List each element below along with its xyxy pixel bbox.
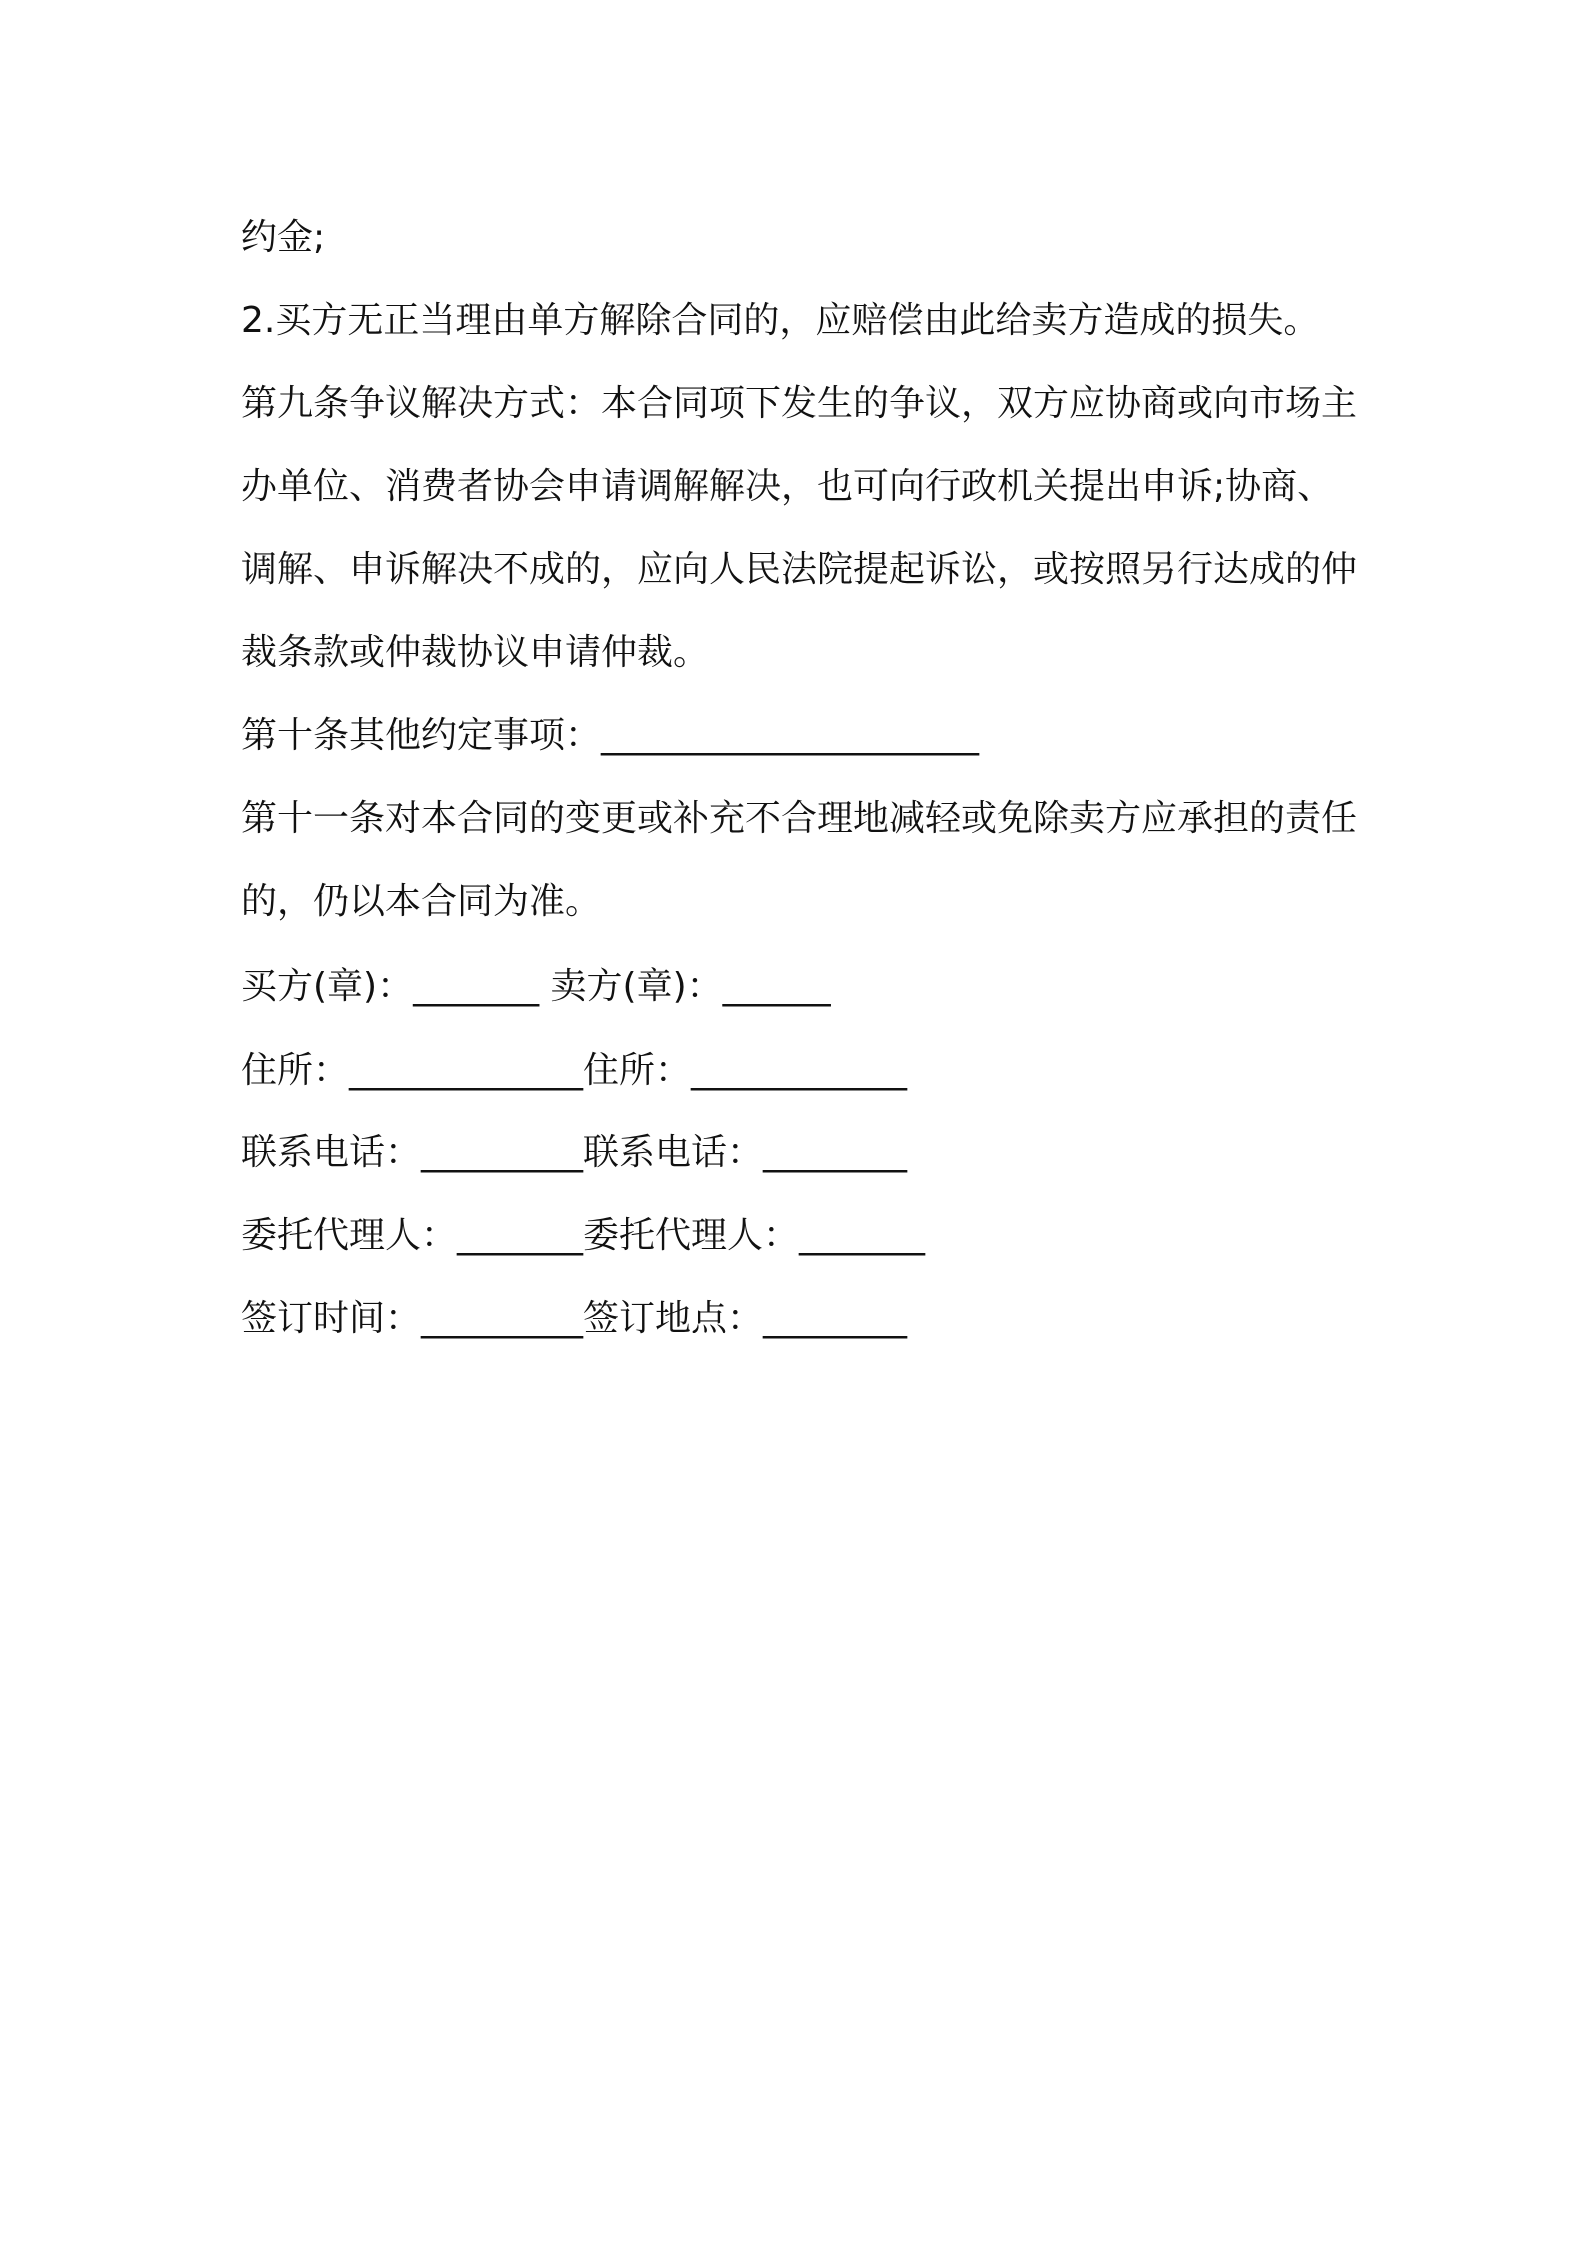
buyer-agent-field: 委托代理人：_______ — [241, 1215, 584, 1256]
signature-party-line — [241, 962, 831, 1012]
paragraph-buyer-termination: 2.买方无正当理由单方解除合同的，应赔偿由此给卖方造成的损失。 — [241, 300, 1320, 341]
seller-seal-field: 卖方(章)：______ — [550, 966, 831, 1007]
signature-phone-line — [241, 1128, 907, 1178]
buyer-seal-field: 买方(章)：_______ — [241, 966, 540, 1007]
buyer-address-field: 住所：_____________ — [241, 1050, 584, 1091]
spacer — [539, 966, 550, 1007]
paragraph-penalty-end: 约金; — [241, 217, 326, 258]
buyer-phone-field: 联系电话：_________ — [241, 1132, 584, 1173]
paragraph-article-11-amendment: 第十一条对本合同的变更或补充不合理地减轻或免除卖方应承担的责任的，仍以本合同为准。 — [241, 798, 1358, 922]
signature-agent-line — [241, 1211, 925, 1261]
signature-address-line — [241, 1046, 907, 1096]
signing-time-field: 签订时间：_________ — [241, 1298, 584, 1339]
paragraph-article-10-other: 第十条其他约定事项：_____________________ — [241, 715, 980, 756]
seller-address-field: 住所：____________ — [583, 1050, 908, 1091]
signing-place-field: 签订地点：________ — [583, 1298, 908, 1339]
signature-time-place-line — [241, 1294, 907, 1344]
paragraph-article-9-dispute: 第九条争议解决方式：本合同项下发生的争议，双方应协商或向市场主办单位、消费者协会申请调解解决，也可向行政机关提出申诉;协商、调解、申诉解决不成的，应向人民法院提起诉讼，或按照另行达成的仲裁条款或仲裁协议申请仲裁。 — [241, 383, 1358, 673]
seller-phone-field: 联系电话：________ — [583, 1132, 908, 1173]
seller-agent-field: 委托代理人：_______ — [583, 1215, 926, 1256]
contract-body — [241, 196, 1361, 943]
